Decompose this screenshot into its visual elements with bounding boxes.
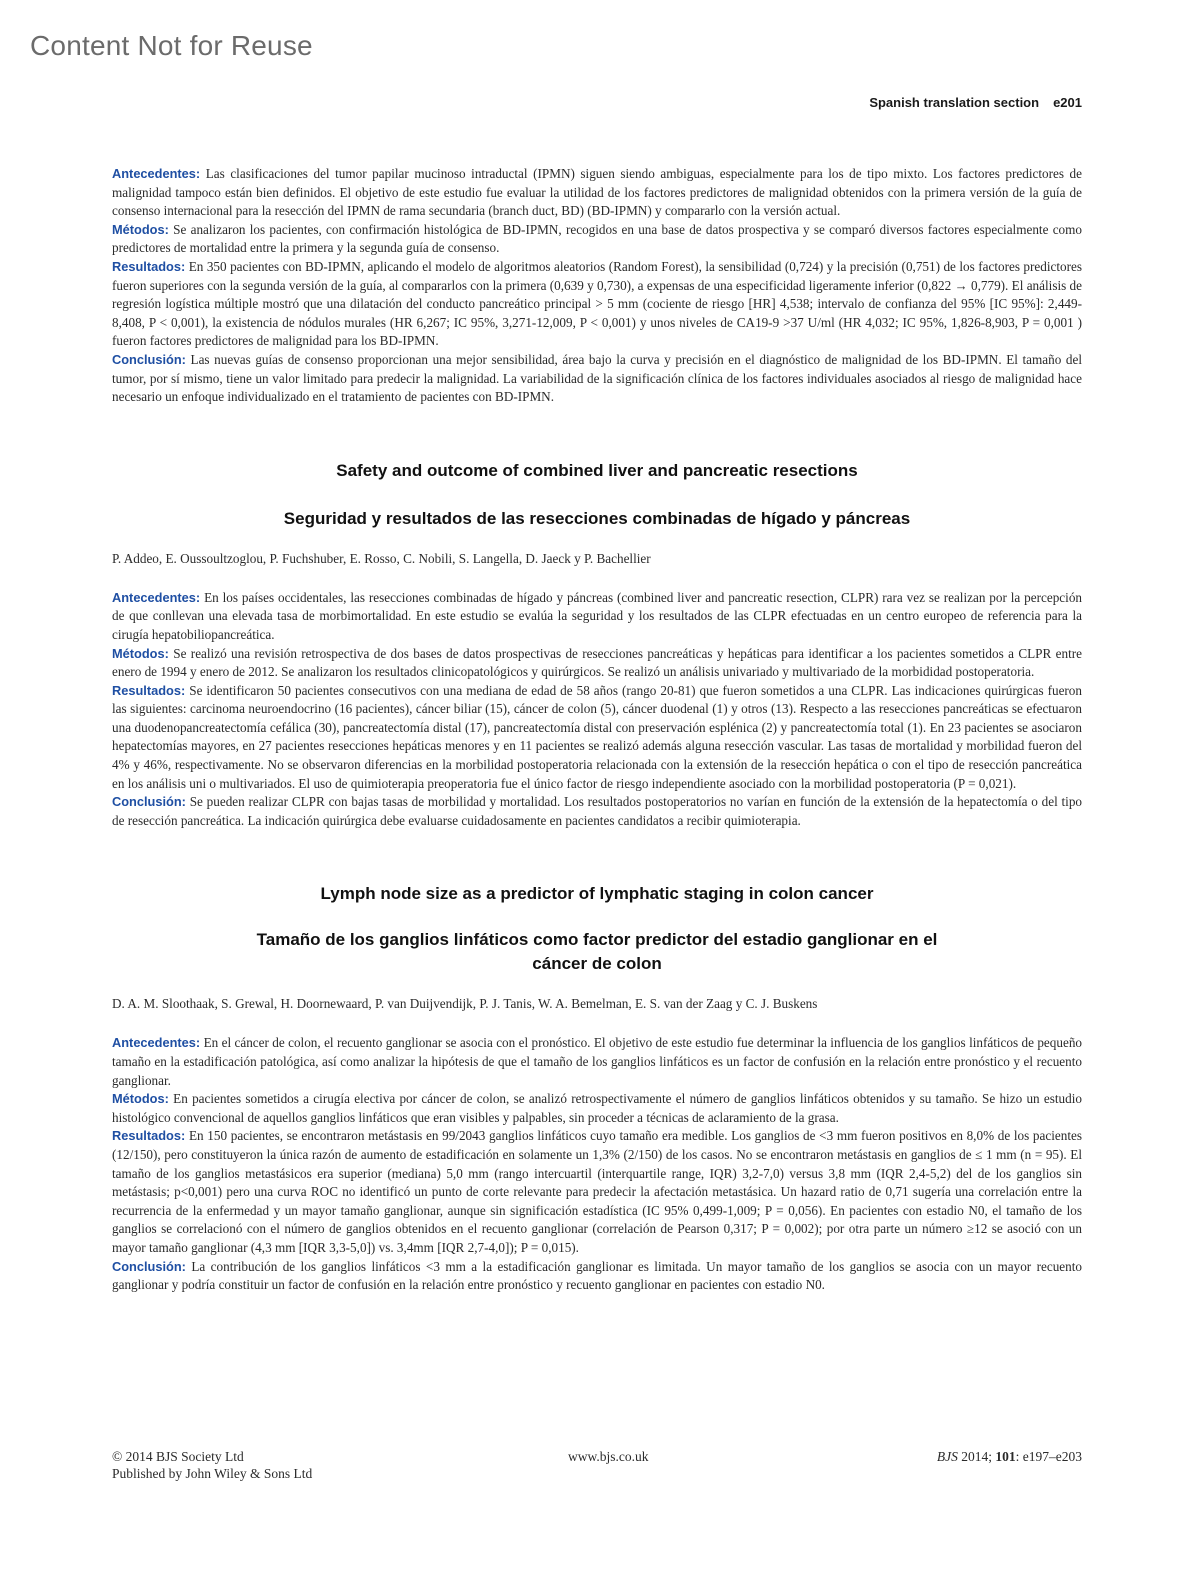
paragraph-text: En los países occidentales, las resecciones combinadas de hígado y páncreas (combined liver and pancreatic resection, CLPR) rara vez se realizan por la percepción de que conllevan una elevada tasa de morbimortalidad. En este estudio se evalúa la seguridad y los resultados de las CLPR efectuadas en un centro europeo de referencia para la cirugía hepatobiliopancreática. <box>112 589 1083 642</box>
section-label: Conclusión: <box>112 1258 186 1274</box>
section-label: Métodos: <box>112 1091 169 1107</box>
paragraph-text: Se analizaron los pacientes, con confirmación histológica de BD-IPMN, recogidos en una base de datos prospectiva y se comparó diversos factores especialmente como predictores de mortalidad entre la primera y la segunda guía de consenso. <box>112 221 1083 256</box>
article-title-english: Lymph node size as a predictor of lymphatic staging in colon cancer <box>320 884 874 904</box>
authors: P. Addeo, E. Oussoultzoglou, P. Fuchshuber, E. Rosso, C. Nobili, S. Langella, D. Jaeck y P. Bachellier <box>112 550 651 566</box>
running-head <box>869 95 1082 110</box>
website-link[interactable]: www.bjs.co.uk <box>568 1449 649 1464</box>
article-title-english: Safety and outcome of combined liver and pancreatic resections <box>336 460 858 480</box>
page-content <box>112 165 1082 1295</box>
resultados-paragraph <box>112 1127 1082 1257</box>
paragraph-text: En pacientes sometidos a cirugía electiva por cáncer de colon, se analizó retrospectivamente el número de ganglios linfáticos obtenidos y su tamaño. Se hizo un estudio histológico convencional de aquellos ganglios linfáticos que eran visibles y palpables, sin proceder a técnicas de aclaramiento de la grasa. <box>112 1091 1082 1125</box>
journal-name: BJS <box>936 1449 958 1464</box>
section-label: Resultados: <box>112 258 186 274</box>
metodos-paragraph <box>112 221 1082 258</box>
journal-citation <box>937 1448 1082 1465</box>
antecedentes-paragraph <box>112 165 1082 221</box>
page-number: e201 <box>1053 95 1082 110</box>
paragraph-text: Se pueden realizar CLPR con bajas tasas de morbilidad y mortalidad. Los resultados postoperatorios no varían en función de la extensión de la hepatectomía o del tipo de resección pancreática. La indicación quirúrgica debe evaluarse cuidadosamente en pacientes candidatos a recibir quimioterapia. <box>112 794 1083 828</box>
section-label: Resultados: <box>112 682 186 698</box>
journal-year: 2014; <box>961 1449 992 1464</box>
resultados-paragraph <box>112 258 1082 351</box>
article-title-spanish: Seguridad y resultados de las resecciones combinadas de hígado y páncreas <box>283 508 911 528</box>
article-title-spanish <box>112 928 1082 976</box>
conclusion-paragraph <box>112 351 1082 407</box>
paragraph-text: Las nuevas guías de consenso proporcionan una mejor sensibilidad, área bajo la curva y precisión en el diagnóstico de malignidad de los BD-IPMN. El tamaño del tumor, por sí mismo, tiene un valor limitado para predecir la malignidad. La variabilidad de la significación clínica de los factores individuales asociados al riesgo de malignidad hace necesario un enfoque individualizado en el tratamiento de pacientes con BD-IPMN. <box>112 351 1082 405</box>
copyright: © 2014 BJS Society Ltd <box>112 1449 244 1464</box>
section-label: Antecedentes: <box>112 1035 201 1051</box>
conclusion-paragraph <box>112 1258 1082 1295</box>
article-2 <box>112 459 1082 831</box>
section-title: Spanish translation section <box>869 95 1040 110</box>
paragraph-text: Se realizó una revisión retrospectiva de dos bases de datos prospectivas de resecciones pancreáticas y hepáticas para identificar a los pacientes sometidos a CLPR entre enero de 1994 y enero de 2012. Se analizaron los resultados clinicopatológicos y quirúrgicos. Se realizó un análisis univariado y multivariado de la morbididad postoperatoria. <box>112 645 1083 680</box>
journal-volume: 101 <box>995 1449 1016 1464</box>
antecedentes-paragraph <box>112 589 1082 645</box>
resultados-paragraph <box>112 682 1082 794</box>
paragraph-text: En 350 pacientes con BD-IPMN, aplicando el modelo de algoritmos aleatorios (Random Forest), la sensibilidad (0,724) y la precisión (0,751) de los factores predictores fueron superiores con la segunda versión de la guía, al compararlos con la primera (0,639 y 0,730), a expensas de una especificidad ligeramente inferior (0,822 → 0,779). El análisis de regresión logística múltiple mostró que una dilatación del conducto pancreático principal > 5 mm (cociente de riesgo [HR] 4,538; intervalo de confianza del 95% [IC 95%]: 2,449-8,408, P < 0,001), la existencia de nódulos murales (HR 6,267; IC 95%, 3,271-12,009, P < 0,001) y unos niveles de CA19-9 >37 U/ml (HR 4,032; IC 95%, 1,826-8,903, P = 0,001 ) fueron factores predictores de malignidad para los BD-IPMN. <box>112 258 1082 349</box>
section-label: Antecedentes: <box>112 589 201 605</box>
section-label: Resultados: <box>112 1128 186 1144</box>
section-label: Conclusión: <box>112 794 186 810</box>
paragraph-text: Se identificaron 50 pacientes consecutivos con una mediana de edad de 58 años (rango 20-81) que fueron sometidos a una CLPR. Las indicaciones quirúrgicas fueron las siguientes: carcinoma neuroendocrino (16 pacientes), cáncer biliar (15), cáncer de colon (5), cáncer duodenal (1) y otros (13). Respecto a las resecciones pancreáticas se efectuaron una duodenopancreatectomía cefálica (30), pancreatectomía distal (17), pancreatectomía distal con preservación esplénica (2) y pancreatectomía total (1). En 23 pacientes se asociaron hepatectomías mayores, en 27 pacientes resecciones hepáticas menores y en 11 pacientes se realizó además alguna resección vascular. Las tasas de mortalidad y morbilidad fueron del 4% y 46%, respectivamente. No se observaron diferencias en la morbilidad postoperatoria relacionada con la extensión de la resección hepática o con el tipo de resección pancreática en los análisis uni o multivariados. El uso de quimioterapia preoperatoria fue el único factor de riesgo independiente asociado con la morbilidad postoperatoria (P = 0,021). <box>112 682 1082 791</box>
abstract-1 <box>112 165 1082 407</box>
title-line-1: Tamaño de los ganglios linfáticos como factor predictor del estadio ganglionar en el <box>256 930 938 950</box>
paragraph-text: Las clasificaciones del tumor papilar mucinoso intraductal (IPMN) siguen siendo ambiguas, especialmente para los de tipo mixto. Los factores predictores de malignidad tampoco están bien definidos. El objetivo de este estudio fue evaluar la utilidad de los factores predictores de malignidad obtenidos con la primera versión de la guía de consenso internacional para la resección del IPMN de rama secundaria (branch duct, BD) (BD-IPMN) y compararlo con la versión actual. <box>112 166 1083 219</box>
paragraph-text: La contribución de los ganglios linfáticos <3 mm a la estadificación ganglionar es limitada. Un mayor tamaño de los ganglios se asocia con un mayor recuento ganglionar y podría constituir un factor de confusión en la relación entre pronóstico y recuento ganglionar en pacientes con estadio N0. <box>112 1258 1082 1293</box>
antecedentes-paragraph <box>112 1034 1082 1090</box>
authors: D. A. M. Sloothaak, S. Grewal, H. Doornewaard, P. van Duijvendijk, P. J. Tanis, W. A. Bemelman, E. S. van der Zaag y C. J. Buskens <box>112 996 818 1012</box>
section-label: Métodos: <box>112 221 169 237</box>
paragraph-text: En el cáncer de colon, el recuento ganglionar se asocia con el pronóstico. El objetivo de este estudio fue determinar la influencia de los ganglios linfáticos de pequeño tamaño en la estadificación patológica, así como analizar la hipótesis de que el tamaño de los ganglios linfáticos es un factor de confusión en la relación entre pronóstico y el recuento ganglionar. <box>112 1035 1083 1088</box>
conclusion-paragraph <box>112 793 1082 830</box>
section-label: Métodos: <box>112 645 169 661</box>
section-label: Conclusión: <box>112 351 186 367</box>
publisher: Published by John Wiley & Sons Ltd <box>112 1466 313 1481</box>
journal-pages: : e197–e203 <box>1015 1449 1082 1464</box>
paragraph-text: En 150 pacientes, se encontraron metástasis en 99/2043 ganglios linfáticos cuyo tamaño era medible. Los ganglios de <3 mm fueron positivos en 8,0% de los pacientes (12/150), pero constituyeron la única razón de aumento de estadificación en solamente un 1,3% (2/150) de los casos. No se encontraron metástasis en ganglios de ≤ 1 mm (n = 95). El tamaño de los ganglios metastásicos era superior (mediana) 5,0 mm (rango intercuartil (interquartile range, IQR) 3,2-7,0) versus 3,8 mm (IQR 2,4-5,2) del de los ganglios sin metástasis; p<0,001) pero una curva ROC no identificó un punto de corte relevante para predecir la afectación metastásica. Un hazard ratio de 0,71 sugería una correlación entre la recurrencia de la enfermedad y un mayor tamaño ganglionar, aunque sin significación estadística (IC 95% 0,499-1,009; P = 0,056). En pacientes con estadio N0, el tamaño de los ganglios se correlacionó con el número de ganglios obtenidos en el recuento ganglionar (correlación de Pearson 0,317; P = 0,002); por otra parte un número ≥12 se asoció con un mayor tamaño ganglionar (4,3 mm [IQR 3,3-5,0]) vs. 3,4mm [IQR 2,7-4,0]); P = 0,015). <box>112 1128 1082 1255</box>
watermark: Content Not for Reuse <box>30 30 313 61</box>
metodos-paragraph <box>112 645 1082 682</box>
footer-copyright-block <box>112 1448 312 1482</box>
title-line-2: cáncer de colon <box>532 954 662 974</box>
article-3 <box>112 882 1082 1294</box>
metodos-paragraph <box>112 1090 1082 1127</box>
section-label: Antecedentes: <box>112 166 201 181</box>
